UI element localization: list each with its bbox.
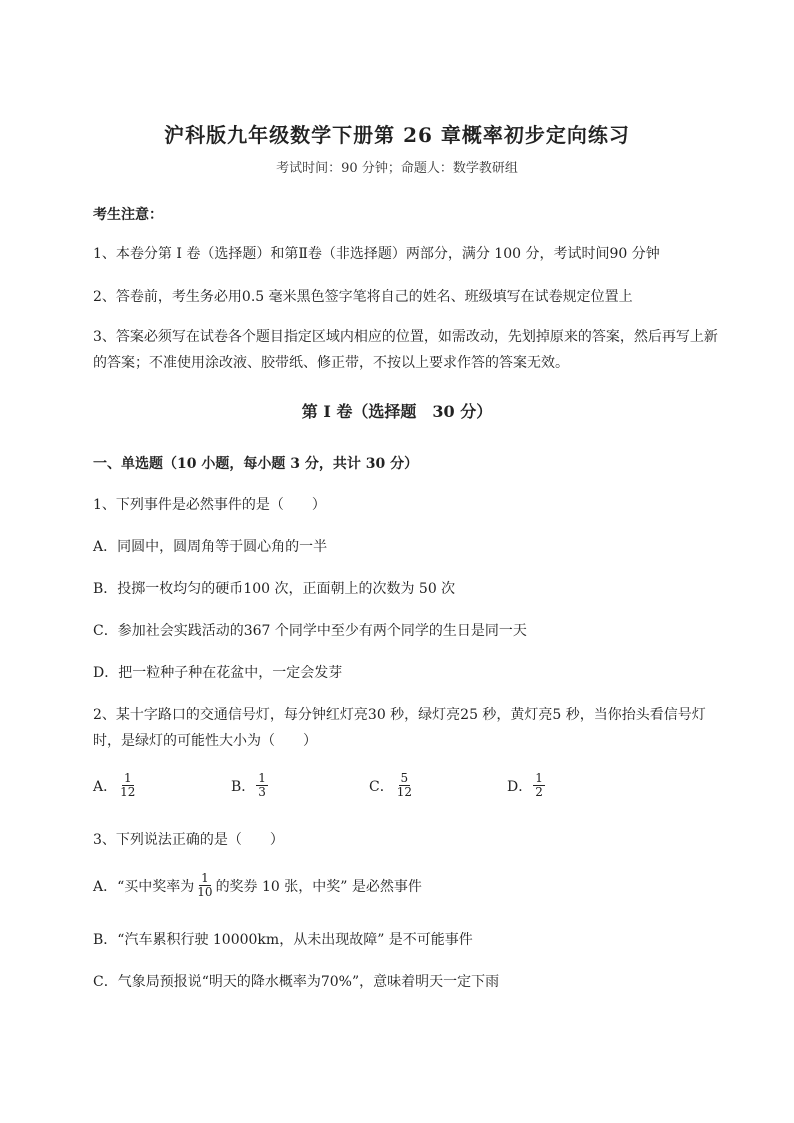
question-2-stem-line2: 时，是绿灯的可能性大小为（ ） (93, 733, 317, 749)
question-3-option-c: C．气象局预报说“明天的降水概率为70%”，意味着明天一定下雨 (93, 974, 500, 990)
question-2-option-d (507, 772, 546, 799)
question-1-option-d: D．把一粒种子种在花盆中，一定会发芽 (93, 665, 343, 681)
option-label: A． (93, 778, 118, 795)
fraction-denominator: 10 (197, 885, 213, 899)
fraction (395, 772, 414, 799)
question-3-stem: 3、下列说法正确的是（ ） (93, 832, 284, 848)
option-label: C． (369, 778, 394, 795)
fraction-denominator: 3 (258, 785, 266, 799)
notice-heading: 考生注意： (93, 207, 163, 223)
notice-item-3: 3、答案必须写在试卷各个题目指定区域内相应的位置，如需改动，先划掉原来的答案，然后再写上新 (93, 329, 718, 345)
question-1-stem: 1、下列事件是必然事件的是（ ） (93, 497, 326, 513)
fraction-denominator: 12 (396, 785, 412, 799)
fraction (256, 772, 268, 799)
question-3-option-a (93, 872, 422, 899)
fraction-denominator: 2 (535, 785, 543, 799)
question-2-stem-line1: 2、某十字路口的交通信号灯，每分钟红灯亮30 秒，绿灯亮25 秒，黄灯亮5 秒，当你抬头看信号灯 (93, 707, 706, 723)
question-2-options (93, 772, 713, 808)
option-a-text-pre: A．“买中奖率为 (93, 878, 195, 895)
question-1-option-a: A．同圆中，圆周角等于圆心角的一半 (93, 539, 328, 555)
fraction-numerator: 5 (400, 771, 409, 785)
fraction-numerator: 1 (123, 771, 132, 785)
notice-item-1: 1、本卷分第 I 卷（选择题）和第Ⅱ卷（非选择题）两部分，满分 100 分，考试时间90 分钟 (93, 246, 660, 262)
notice-item-3-cont: 的答案；不准使用涂改液、胶带纸、修正带，不按以上要求作答的答案无效。 (93, 355, 569, 371)
option-label: D． (507, 778, 533, 795)
question-3-option-b: B．“汽车累积行驶 10000km，从未出现故障” 是不可能事件 (93, 932, 473, 948)
option-label: B． (231, 778, 256, 795)
question-1-option-b: B．投掷一枚均匀的硬币100 次，正面朝上的次数为 50 次 (93, 581, 456, 597)
question-2-option-b (231, 772, 269, 799)
exam-subtitle: 考试时间：90 分钟；命题人：数学教研组 (276, 161, 518, 176)
fraction (118, 772, 137, 799)
fraction-denominator: 12 (120, 785, 136, 799)
question-1-option-c: C．参加社会实践活动的367 个同学中至少有两个同学的生日是同一天 (93, 623, 527, 639)
question-2-option-a (93, 772, 138, 799)
question-2-option-c (369, 772, 415, 799)
notice-item-2: 2、答卷前，考生务必用0.5 毫米黑色签字笔将自己的姓名、班级填写在试卷规定位置上 (93, 289, 633, 305)
option-a-text-post: 的奖券 10 张，中奖” 是必然事件 (215, 878, 422, 895)
fraction-numerator: 1 (535, 771, 543, 785)
fraction-numerator: 1 (258, 771, 266, 785)
fraction (533, 772, 545, 799)
section-title: 第 I 卷（选择题 30 分） (301, 402, 493, 421)
page-title: 沪科版九年级数学下册第 26 章概率初步定向练习 (164, 123, 630, 147)
fraction-numerator: 1 (201, 871, 209, 885)
part-heading: 一、单选题（10 小题，每小题 3 分，共计 30 分） (93, 456, 419, 472)
fraction (195, 872, 214, 899)
